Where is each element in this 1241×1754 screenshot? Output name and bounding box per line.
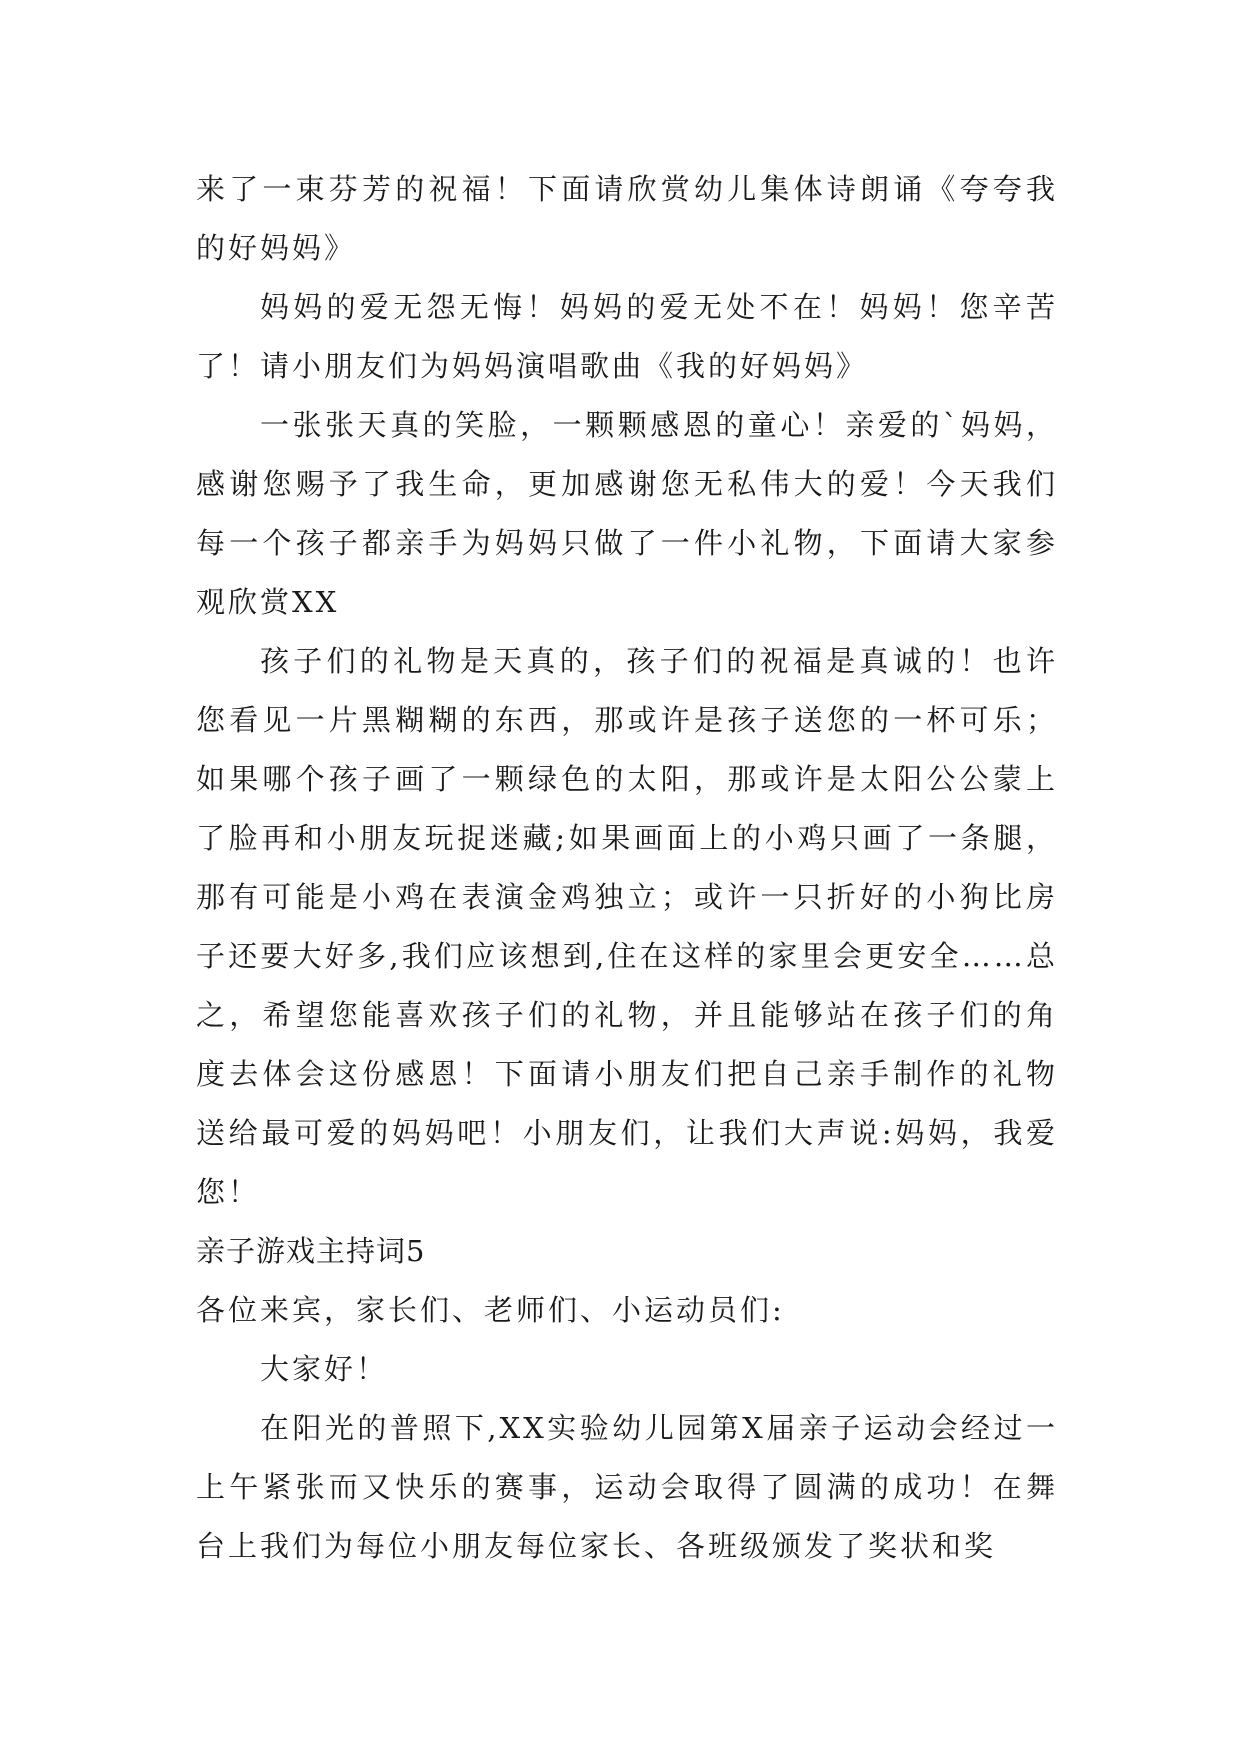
section-heading: 亲子游戏主持词5 <box>196 1234 426 1268</box>
paragraph-sports-meet: 在阳光的普照下,XX实验幼儿园第X届亲子运动会经过一上午紧张而又快乐的赛事，运动会取得了圆满的成功！在舞台上我们为每位小朋友每位家长、各班级颁发了奖状和奖 <box>196 1411 1058 1563</box>
paragraph-greeting-audience: 各位来宾，家长们、老师们、小运动员们: <box>196 1293 785 1327</box>
paragraph-song-intro: 妈妈的爱无怨无悔！妈妈的爱无处不在！妈妈！您辛苦了！请小朋友们为妈妈演唱歌曲《我的好妈妈》 <box>196 290 1058 383</box>
document-body <box>196 160 1058 1576</box>
paragraph-gift-description: 孩子们的礼物是天真的，孩子们的祝福是真诚的！也许您看见一片黑糊糊的东西，那或许是孩子送您的一杯可乐；如果哪个孩子画了一颗绿色的太阳，那或许是太阳公公蒙上了脸再和小朋友玩捉迷藏;如果画面上的小鸡只画了一条腿，那有可能是小鸡在表演金鸡独立；或许一只折好的小狗比房子还要大好多,我们应该想到,住在这样的家里会更安全……总之，希望您能喜欢孩子们的礼物，并且能够站在孩子们的角度去体会这份感恩！下面请小朋友们把自己亲手制作的礼物送给最可爱的妈妈吧！小朋友们，让我们大声说:妈妈，我爱您！ <box>196 644 1058 1209</box>
paragraph-poem-intro: 来了一束芬芳的祝福！下面请欣赏幼儿集体诗朗诵《夸夸我的好妈妈》 <box>196 172 1058 265</box>
paragraph-gift-intro: 一张张天真的笑脸，一颗颗感恩的童心！亲爱的`妈妈，感谢您赐予了我生命，更加感谢您无私伟大的爱！今天我们每一个孩子都亲手为妈妈只做了一件小礼物，下面请大家参观欣赏XX <box>196 408 1058 619</box>
paragraph-hello: 大家好！ <box>260 1352 389 1386</box>
